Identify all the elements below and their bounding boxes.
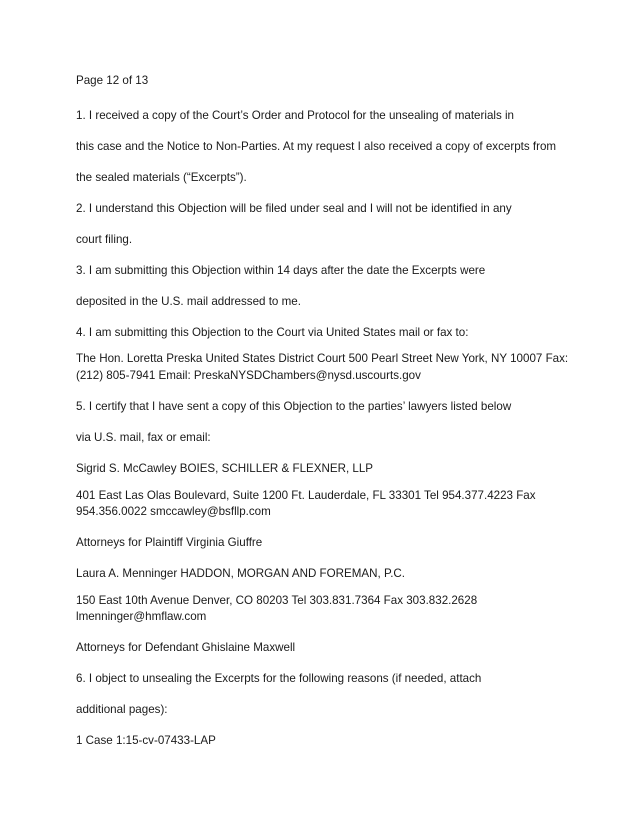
paragraph-line: Attorneys for Defendant Ghislaine Maxwell (76, 641, 296, 654)
paragraph-line: (212) 805-7941 Email: PreskaNYSDChambers@nysd.uscourts.gov (76, 369, 421, 382)
paragraph-line: The Hon. Loretta Preska United States District Court 500 Pearl Street New York, NY 10007 Fax: (76, 352, 569, 365)
paragraph-line: 6. I object to unsealing the Excerpts for the following reasons (if needed, attach (76, 672, 482, 685)
page-label: Page 12 of 13 (76, 74, 149, 87)
paragraph-line: 150 East 10th Avenue Denver, CO 80203 Tel 303.831.7364 Fax 303.832.2628 (76, 594, 478, 607)
paragraph-line: the sealed materials (“Excerpts”). (76, 171, 247, 184)
paragraph-line: deposited in the U.S. mail addressed to me. (76, 295, 301, 308)
paragraph-line: 4. I am submitting this Objection to the Court via United States mail or fax to: (76, 326, 469, 339)
paragraph-line: 5. I certify that I have sent a copy of this Objection to the parties’ lawyers listed below (76, 400, 512, 413)
paragraph-line: via U.S. mail, fax or email: (76, 431, 211, 444)
paragraph-line: lmenninger@hmflaw.com (76, 610, 207, 623)
paragraph-line: Attorneys for Plaintiff Virginia Giuffre (76, 536, 263, 549)
paragraph-line: additional pages): (76, 703, 168, 716)
paragraph-line: Sigrid S. McCawley BOIES, SCHILLER & FLEXNER, LLP (76, 462, 374, 475)
paragraph-line: 401 East Las Olas Boulevard, Suite 1200 Ft. Lauderdale, FL 33301 Tel 954.377.4223 Fax (76, 489, 536, 502)
paragraph-line: 954.356.0022 smccawley@bsfllp.com (76, 505, 271, 518)
paragraph-line: this case and the Notice to Non-Parties. At my request I also received a copy of excerpts from (76, 140, 557, 153)
paragraph-line: 1 Case 1:15-cv-07433-LAP (76, 734, 216, 747)
paragraph-line: 1. I received a copy of the Court’s Order and Protocol for the unsealing of materials in (76, 109, 515, 122)
paragraph-line: Laura A. Menninger HADDON, MORGAN AND FOREMAN, P.C. (76, 567, 406, 580)
paragraph-line: court filing. (76, 233, 133, 246)
paragraph-line: 2. I understand this Objection will be filed under seal and I will not be identified in any (76, 202, 512, 215)
paragraph-line: 3. I am submitting this Objection within 14 days after the date the Excerpts were (76, 264, 486, 277)
